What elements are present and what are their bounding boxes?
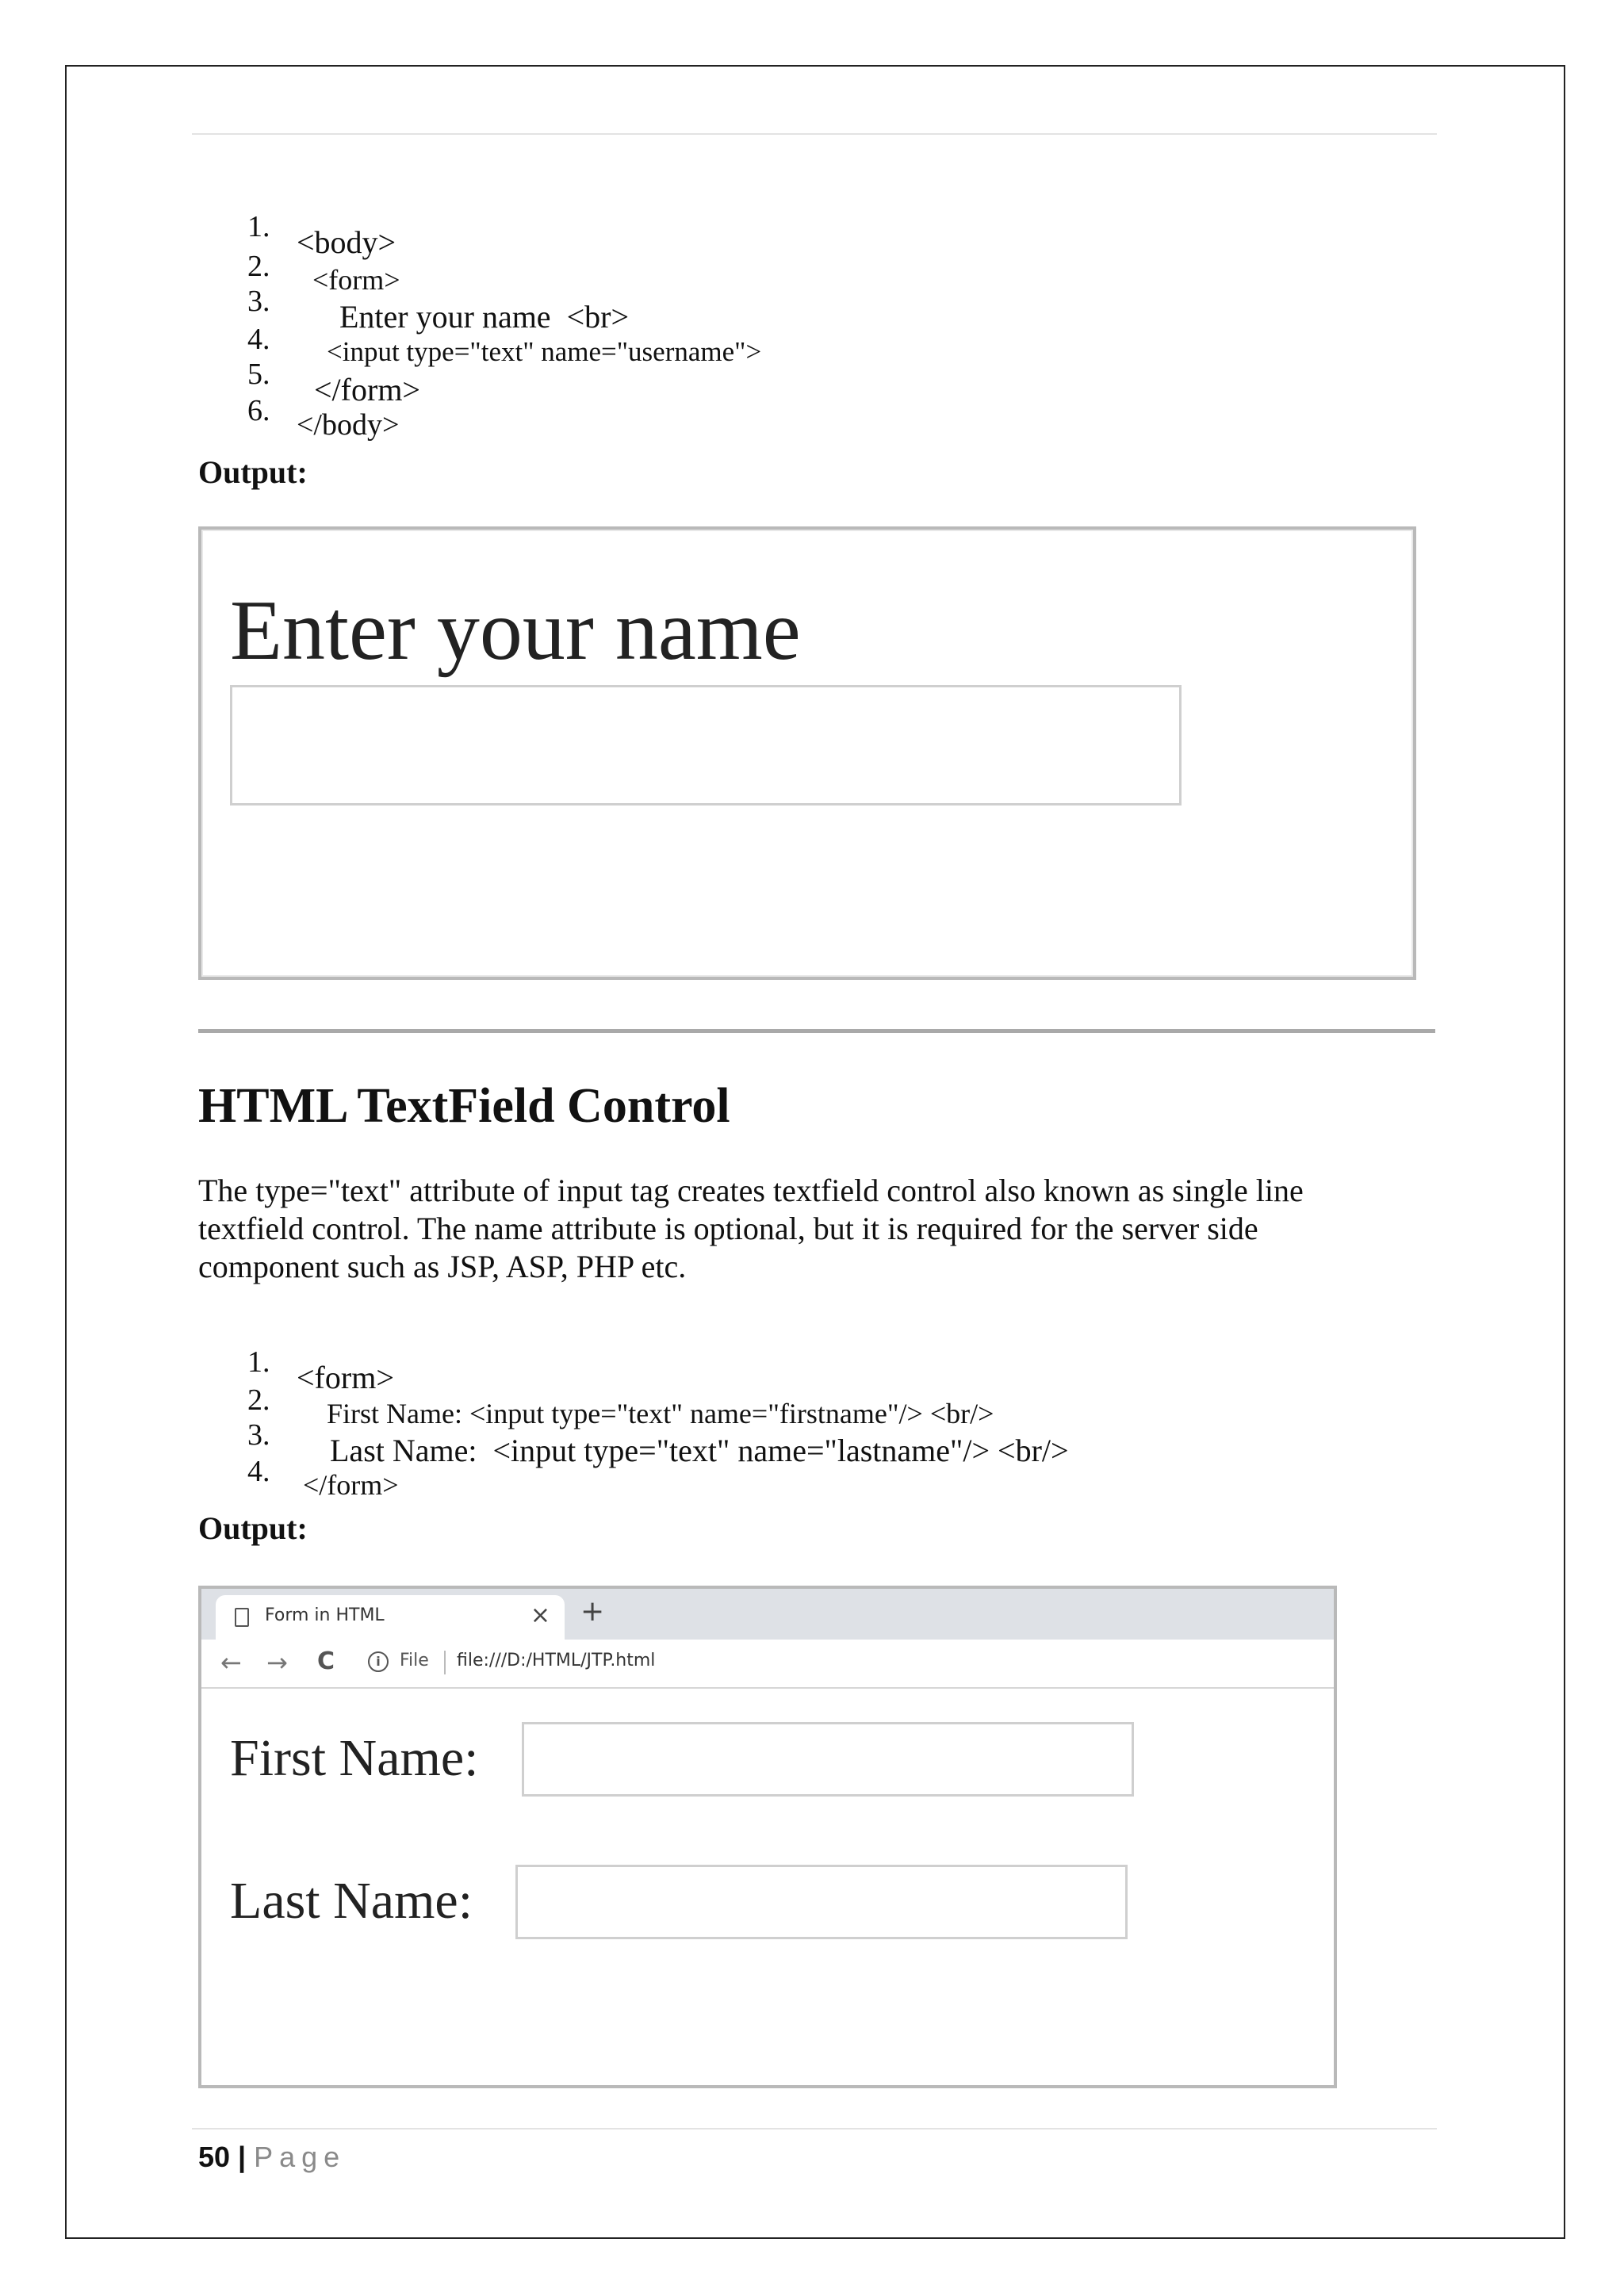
back-icon[interactable]: ← <box>220 1647 242 1678</box>
paragraph-line: component such as JSP, ASP, PHP etc. <box>198 1249 687 1284</box>
code-text: Enter your name <br> <box>339 299 629 335</box>
code-text: <form> <box>297 1360 394 1395</box>
line-number: 6. <box>247 394 270 427</box>
line-number: 4. <box>247 1455 270 1488</box>
browser-toolbar <box>201 1640 1334 1689</box>
footer-rule <box>192 2128 1437 2130</box>
description-paragraph <box>198 1172 1435 1286</box>
output-label: Output: <box>198 1510 308 1546</box>
forward-icon[interactable]: → <box>266 1647 288 1678</box>
line-number: 1. <box>247 210 270 243</box>
code-text: </form> <box>303 1469 399 1501</box>
last-name-label: Last Name: <box>230 1872 473 1930</box>
first-name-input[interactable] <box>522 1722 1134 1797</box>
output-screenshot-1 <box>198 526 1416 980</box>
code-text: <form> <box>312 264 400 296</box>
code-text: <input type="text" name="username"> <box>327 336 762 367</box>
code-text: Last Name: <input type="text" name="lastname"/> <br/> <box>330 1433 1069 1468</box>
browser-tab-bar <box>201 1589 1334 1640</box>
first-name-label: First Name: <box>230 1729 479 1787</box>
code-text: First Name: <input type="text" name="firstname"/> <br/> <box>327 1398 994 1429</box>
new-tab-icon[interactable]: + <box>580 1595 605 1628</box>
page-word: Page <box>254 2141 347 2173</box>
tab-title: Form in HTML <box>265 1605 385 1625</box>
code-text: <body> <box>297 224 396 260</box>
enter-name-label: Enter your name <box>230 584 801 678</box>
reload-icon[interactable]: C <box>317 1647 335 1675</box>
close-icon[interactable]: × <box>530 1601 550 1629</box>
code-text: </body> <box>297 408 400 442</box>
header-rule <box>192 133 1437 135</box>
username-input[interactable] <box>230 685 1182 806</box>
line-number: 5. <box>247 358 270 391</box>
output-label: Output: <box>198 454 308 490</box>
paragraph-line: textfield control. The name attribute is optional, but it is required for the server side <box>198 1211 1258 1246</box>
document-icon <box>235 1608 249 1627</box>
paragraph-line: The type="text" attribute of input tag creates textfield control also known as single line <box>198 1173 1304 1208</box>
browser-tab[interactable] <box>216 1595 565 1640</box>
line-number: 2. <box>247 250 270 283</box>
section-title: HTML TextField Control <box>198 1079 730 1133</box>
line-number: 1. <box>247 1345 270 1379</box>
file-label: File <box>400 1651 429 1670</box>
section-divider <box>198 1029 1435 1033</box>
info-icon[interactable]: i <box>368 1651 389 1672</box>
line-number: 3. <box>247 1418 270 1452</box>
page-footer <box>198 2141 346 2174</box>
page-number: 50 <box>198 2141 231 2173</box>
address-bar[interactable]: file:///D:/HTML/JTP.html <box>457 1651 656 1670</box>
line-number: 2. <box>247 1383 270 1417</box>
address-separator <box>444 1651 446 1674</box>
footer-separator: | <box>230 2141 255 2173</box>
code-line <box>0 1440 399 1501</box>
output-screenshot-2 <box>198 1586 1337 2088</box>
last-name-input[interactable] <box>515 1865 1128 1939</box>
code-text: </form> <box>314 372 420 408</box>
line-number: 3. <box>247 285 270 318</box>
line-number: 4. <box>247 323 270 356</box>
